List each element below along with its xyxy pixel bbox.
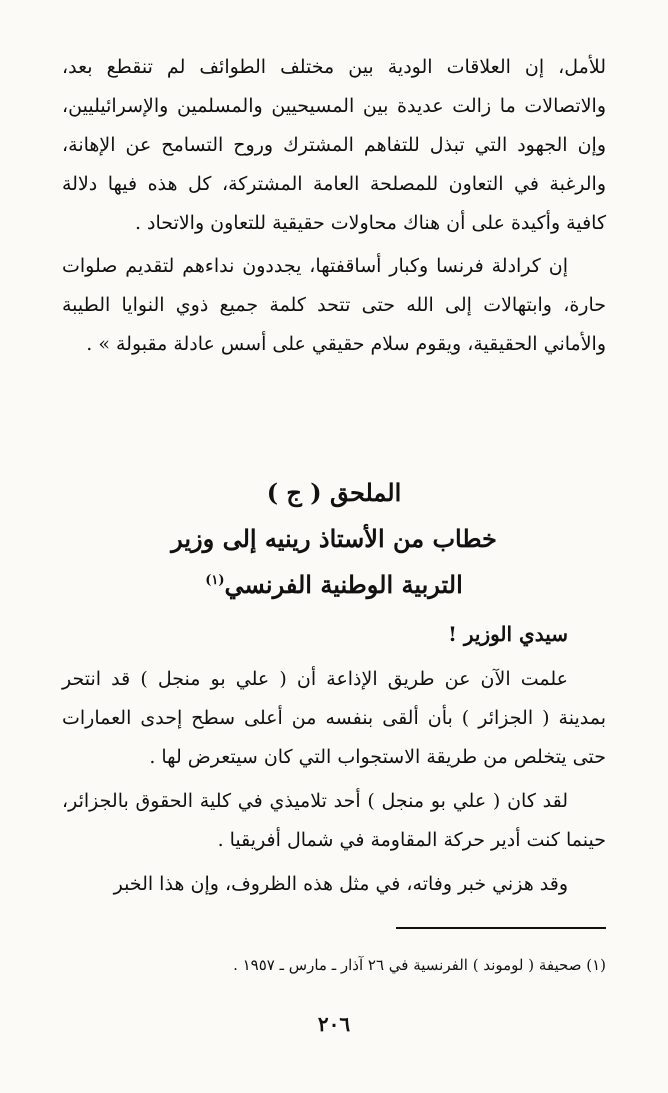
letter-body: [62, 615, 606, 909]
paragraph-cardinals: إن كرادلة فرنسا وكبار أساقفتها، يجددون نداءهم لتقديم صلوات حارة، وابتهالات إلى الله حتى تتحد كلمة جميع ذوي النوايا الطيبة والأماني الحقيقية، ويقوم سلام حقيقي على أسس عادلة مقبولة » .: [62, 255, 606, 355]
paragraph-continuation: للأمل، إن العلاقات الودية بين مختلف الطوائف لم تنقطع بعد، والاتصالات ما زالت عديدة بين المسيحيين والمسلمين والإسرائيليين، وإن الجهود التي تبذل للتفاهم المشترك وروح التسامح عن الإهانة، والرغبة في التعاون للمصلحة العامة المشتركة، كل هذه فيها دلالة كافية وأكيدة على أن هناك محاولات حقيقية للتعاون والاتحاد .: [62, 56, 606, 234]
appendix-subtitle-line2: [62, 562, 606, 608]
continued-text: [62, 48, 606, 368]
footnote: (١) صحيفة ( لوموند ) الفرنسية في ٢٦ آذار ـ مارس ـ ١٩٥٧ .: [233, 956, 606, 974]
footnote-reference: (١): [205, 573, 225, 588]
appendix-title: الملحق ( ج ): [266, 478, 402, 507]
appendix-heading: [62, 470, 606, 608]
letter-paragraph-3: وقد هزني خبر وفاته، في مثل هذه الظروف، وإن هذا الخبر: [113, 873, 568, 895]
letter-paragraph-2: لقد كان ( علي بو منجل ) أحد تلاميذي في كلية الحقوق بالجزائر، حينما كنت أدير حركة المقاومة في شمال أفريقيا .: [62, 790, 606, 851]
appendix-subtitle-line1: خطاب من الأستاذ رينيه إلى وزير: [171, 524, 497, 553]
appendix-subtitle-text: التربية الوطنية الفرنسي: [224, 570, 463, 599]
letter-salutation: سيدي الوزير !: [448, 622, 568, 646]
footnote-divider: [396, 927, 606, 929]
letter-paragraph-1: علمت الآن عن طريق الإذاعة أن ( علي بو منجل ) قد انتحر بمدينة ( الجزائر ) بأن ألقى بنفسه من أعلى سطح إحدى العمارات حتى يتخلص من طريقة الاستجواب التي كان سيتعرض لها .: [62, 668, 606, 768]
page-number: ٢٠٦: [317, 1012, 351, 1036]
